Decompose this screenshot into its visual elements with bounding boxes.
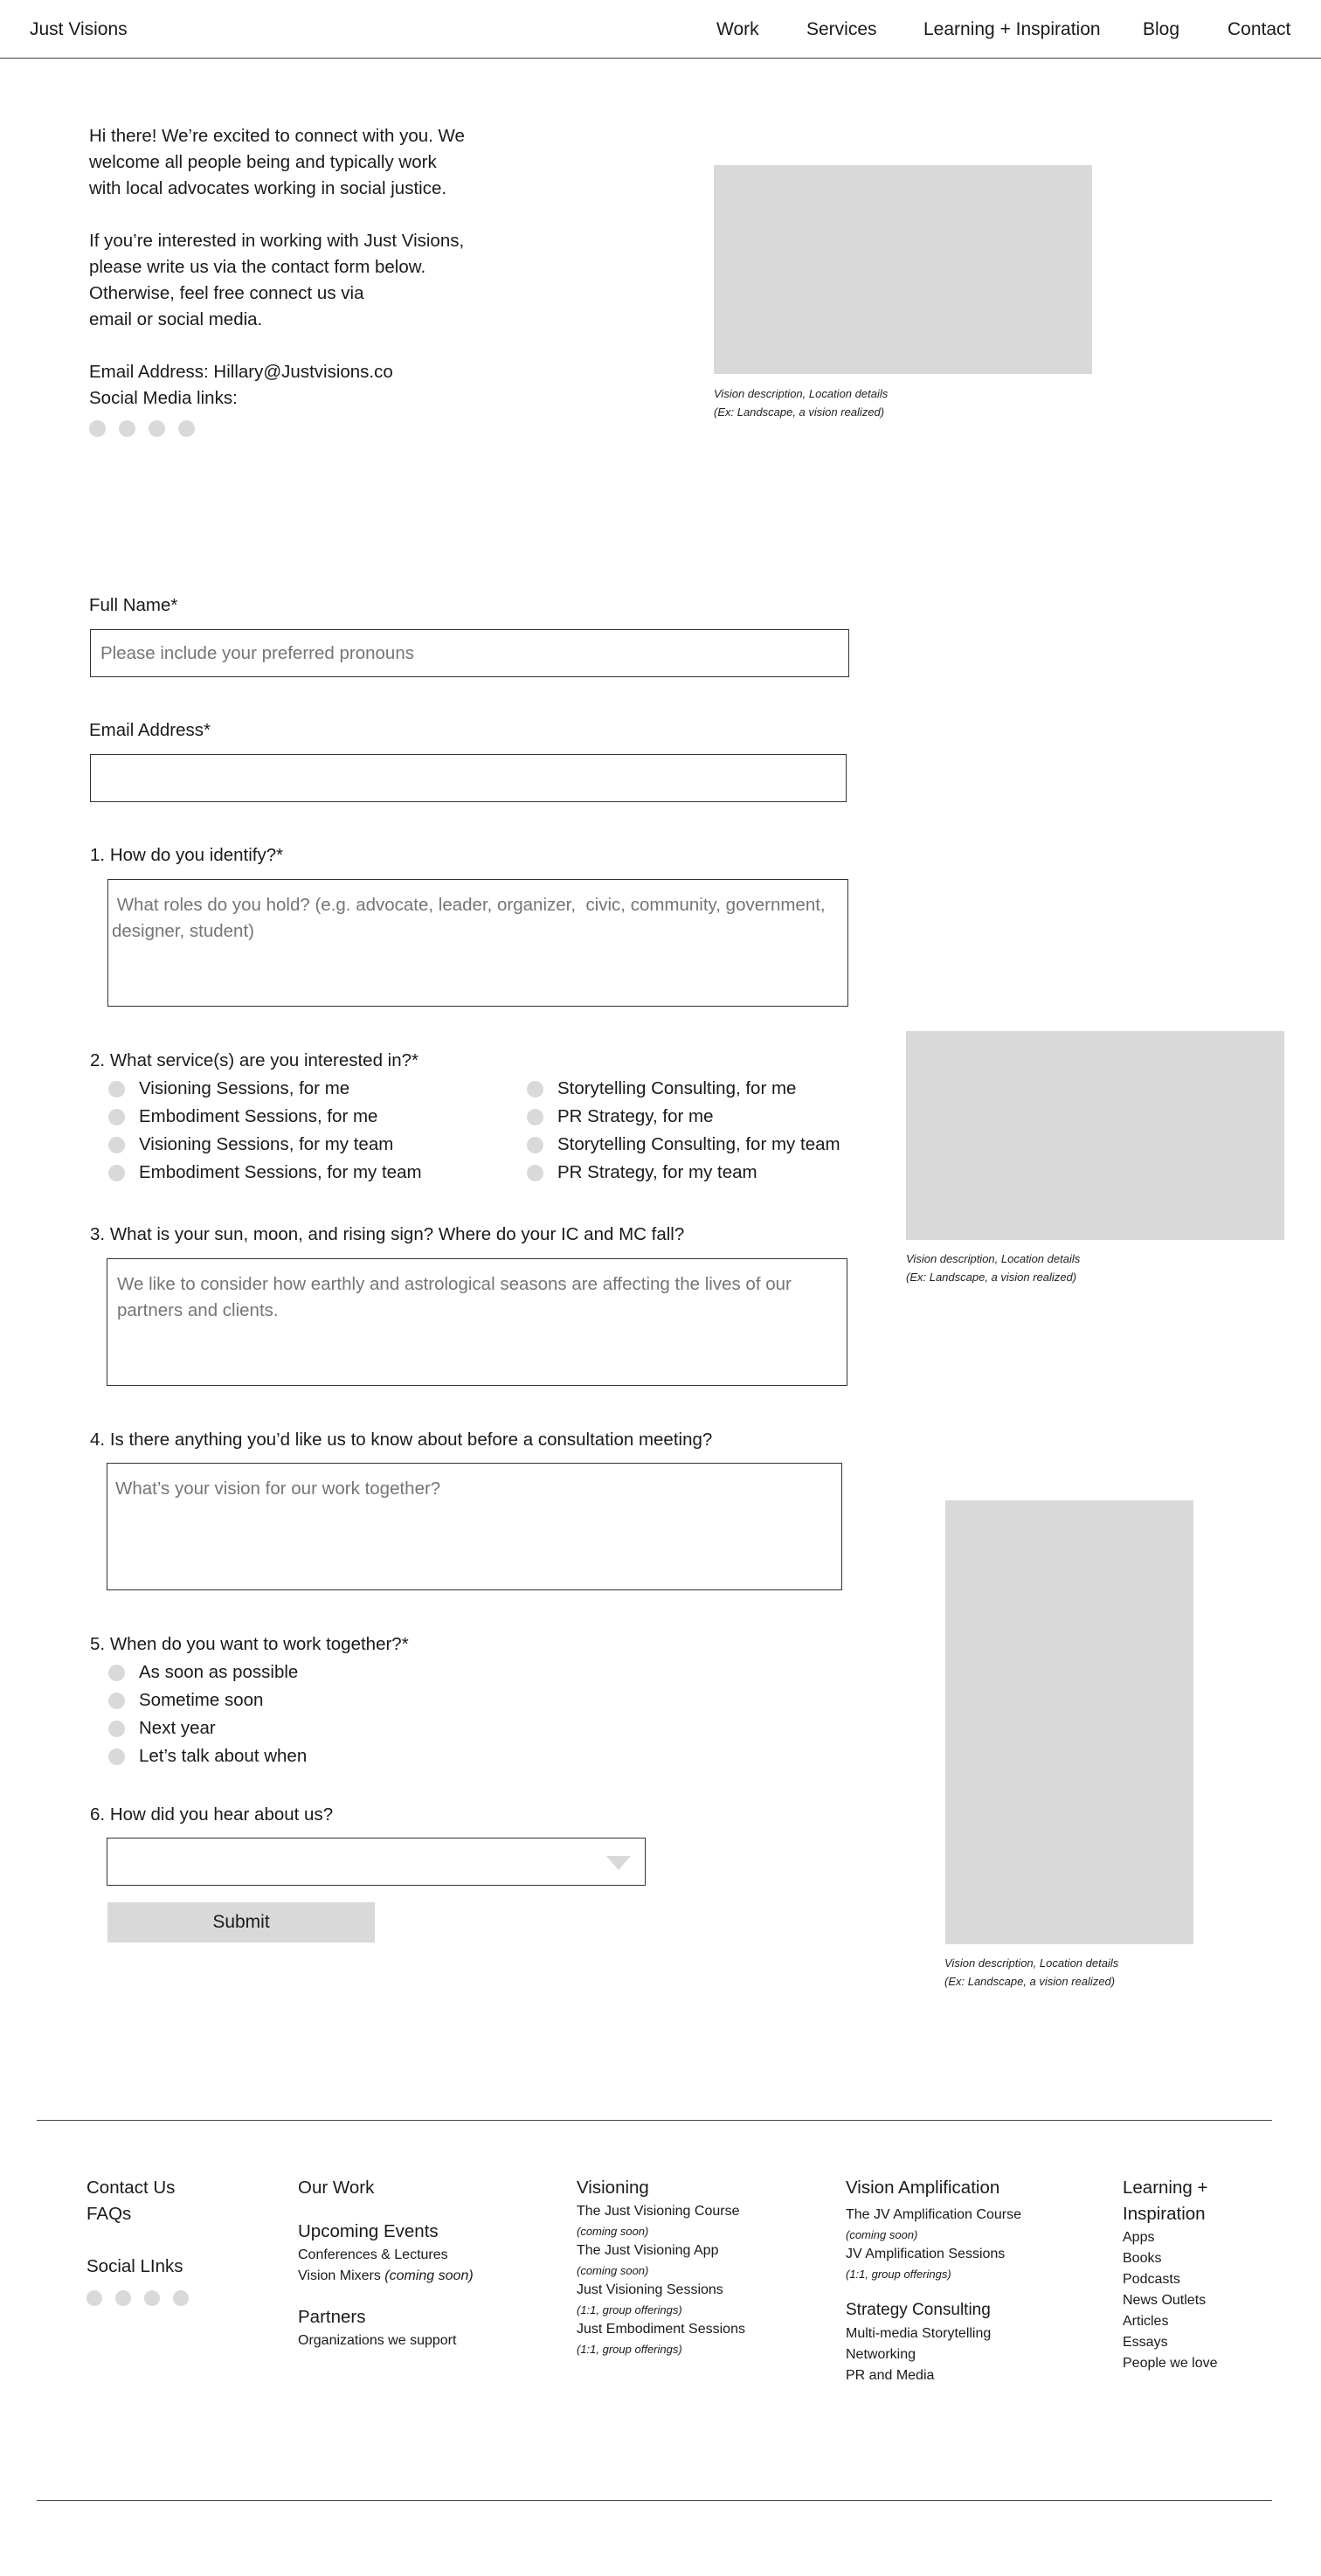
social-icon[interactable] xyxy=(144,2290,160,2306)
footer-our-work-link[interactable]: Our Work xyxy=(298,2178,375,2198)
nav-work[interactable]: Work xyxy=(716,19,759,39)
footer-link-label: Vision Mixers xyxy=(298,2268,381,2283)
footer-link[interactable]: The JV Amplification Course xyxy=(846,2207,1021,2222)
question-6 xyxy=(90,1804,333,1825)
caption-line: Vision description, Location details xyxy=(714,387,889,400)
full-name-input[interactable] xyxy=(100,641,839,667)
question-4 xyxy=(90,1430,712,1451)
dropdown-arrow-icon[interactable] xyxy=(606,1856,631,1870)
intro-line: please write us via the contact form below. xyxy=(89,257,426,277)
social-icon[interactable] xyxy=(86,2290,102,2306)
intro-line: welcome all people being and typically work xyxy=(89,152,437,172)
identity-input[interactable] xyxy=(112,892,844,994)
email-label: Email Address* xyxy=(89,720,211,740)
question-text: How did you hear about us? xyxy=(109,1804,334,1825)
footer-link[interactable]: Articles xyxy=(1123,2314,1169,2329)
radio-button[interactable] xyxy=(108,1165,125,1181)
option-label: Embodiment Sessions, for me xyxy=(139,1106,378,1126)
vision-image xyxy=(906,1031,1284,1240)
radio-button[interactable] xyxy=(108,1721,125,1737)
footer-link[interactable]: The Just Visioning App xyxy=(577,2243,719,2258)
question-number: 6. xyxy=(90,1804,106,1825)
intro-line: If you’re interested in working with Just Visions, xyxy=(89,231,465,251)
footer-note: (coming soon) xyxy=(846,2228,918,2241)
submit-button[interactable]: Submit xyxy=(107,1902,375,1942)
footer-col-visioning xyxy=(577,2175,745,2358)
social-icon[interactable] xyxy=(115,2290,131,2306)
footer-link[interactable]: Podcasts xyxy=(1123,2272,1180,2287)
email-field[interactable] xyxy=(90,754,847,802)
referral-select[interactable] xyxy=(107,1838,646,1886)
footer-note: (1:1, group offerings) xyxy=(577,2303,682,2316)
footer-link[interactable]: PR and Media xyxy=(846,2368,935,2383)
radio-button[interactable] xyxy=(108,1137,125,1153)
footer-link[interactable]: Multi-media Storytelling xyxy=(846,2326,992,2341)
footer-link[interactable]: Essays xyxy=(1123,2335,1168,2350)
astrology-textarea[interactable] xyxy=(107,1258,847,1386)
question-2 xyxy=(90,1050,418,1071)
option-label: Storytelling Consulting, for my team xyxy=(557,1134,840,1154)
option-label: Embodiment Sessions, for my team xyxy=(139,1162,422,1182)
social-icon[interactable] xyxy=(149,420,165,437)
footer-link[interactable]: Apps xyxy=(1123,2230,1155,2245)
footer-note: (1:1, group offerings) xyxy=(577,2343,682,2356)
consultation-input[interactable] xyxy=(115,1476,833,1577)
footer-link[interactable] xyxy=(298,2266,474,2287)
footer-link[interactable]: Conferences & Lectures xyxy=(298,2247,448,2262)
footer-link[interactable]: Books xyxy=(1123,2251,1162,2266)
question-number: 1. xyxy=(90,845,106,865)
question-number: 3. xyxy=(90,1224,106,1244)
image-caption xyxy=(944,1954,1118,1991)
option-label: Sometime soon xyxy=(139,1690,264,1710)
service-option[interactable] xyxy=(527,1078,796,1099)
footer-col-contact xyxy=(86,2175,189,2306)
full-name-field[interactable] xyxy=(90,629,849,677)
question-number: 2. xyxy=(90,1050,106,1070)
footer-col-learning xyxy=(1123,2175,1218,2374)
question-5 xyxy=(90,1634,409,1655)
footer-col-amplification xyxy=(846,2175,1021,2386)
footer-note: (coming soon) xyxy=(577,2264,649,2277)
brand-logo[interactable]: Just Visions xyxy=(30,19,128,39)
vision-image xyxy=(945,1500,1193,1944)
question-text: What is your sun, moon, and rising sign? Where do your IC and MC fall? xyxy=(109,1224,685,1244)
full-name-label: Full Name* xyxy=(89,595,178,615)
timing-option[interactable] xyxy=(108,1718,216,1739)
footer-note: (1:1, group offerings) xyxy=(846,2268,951,2281)
caption-line: Vision description, Location details xyxy=(944,1956,1119,1970)
footer-learning-title: Learning + xyxy=(1123,2178,1208,2198)
question-number: 4. xyxy=(90,1430,106,1450)
option-label: As soon as possible xyxy=(139,1662,299,1682)
footer-note: (coming soon) xyxy=(577,2225,649,2238)
consultation-textarea[interactable] xyxy=(107,1463,842,1590)
timing-option[interactable] xyxy=(108,1662,298,1683)
footer-link[interactable]: Just Visioning Sessions xyxy=(577,2282,723,2297)
service-option[interactable] xyxy=(527,1106,713,1127)
footer-amplification-title: Vision Amplification xyxy=(846,2178,1000,2198)
footer-link[interactable]: Organizations we support xyxy=(298,2333,457,2348)
radio-button[interactable] xyxy=(108,1665,125,1681)
option-label: Storytelling Consulting, for me xyxy=(557,1078,797,1098)
image-caption xyxy=(714,384,888,421)
footer-link[interactable]: News Outlets xyxy=(1123,2293,1207,2308)
footer-events-title: Upcoming Events xyxy=(298,2221,439,2241)
option-label: Let’s talk about when xyxy=(139,1746,308,1766)
service-option[interactable] xyxy=(108,1078,349,1099)
header-divider xyxy=(0,58,1321,59)
intro-line: with local advocates working in social justice. xyxy=(89,178,447,198)
radio-button[interactable] xyxy=(527,1137,543,1153)
radio-button[interactable] xyxy=(527,1081,543,1098)
radio-button[interactable] xyxy=(108,1081,125,1098)
contact-email: Email Address: Hillary@Justvisions.co xyxy=(89,362,393,382)
radio-button[interactable] xyxy=(108,1748,125,1765)
footer-strategy-title: Strategy Consulting xyxy=(846,2301,991,2319)
radio-button[interactable] xyxy=(108,1109,125,1125)
nav-learning-inspiration[interactable]: Learning + Inspiration xyxy=(923,19,1101,39)
intro-line: Hi there! We’re excited to connect with you. We xyxy=(89,126,465,146)
social-icon[interactable] xyxy=(119,420,135,437)
social-media-label: Social Media links: xyxy=(89,388,238,408)
nav-blog[interactable]: Blog xyxy=(1143,19,1180,39)
intro-line: email or social media. xyxy=(89,309,263,329)
option-label: Visioning Sessions, for my team xyxy=(139,1134,394,1154)
option-label: PR Strategy, for me xyxy=(557,1106,714,1126)
question-text: Is there anything you’d like us to know about before a consultation meeting? xyxy=(109,1430,713,1450)
footer-link[interactable]: People we love xyxy=(1123,2356,1218,2371)
nav-contact[interactable]: Contact xyxy=(1228,19,1291,39)
intro-line: Otherwise, feel free connect us via xyxy=(89,283,364,303)
caption-line: (Ex: Landscape, a vision realized) xyxy=(944,1975,1116,1988)
caption-line: Vision description, Location details xyxy=(906,1252,1081,1265)
social-icon[interactable] xyxy=(173,2290,189,2306)
service-option[interactable] xyxy=(527,1134,840,1155)
social-icon[interactable] xyxy=(178,420,195,437)
footer-contact-link[interactable]: Contact Us xyxy=(86,2178,176,2198)
footer-learning-title: Inspiration xyxy=(1123,2204,1206,2224)
footer-link[interactable]: Just Embodiment Sessions xyxy=(577,2322,745,2337)
footer-bottom-divider xyxy=(37,2500,1272,2501)
question-3 xyxy=(90,1224,684,1245)
footer-social-links xyxy=(86,2290,189,2306)
question-text: When do you want to work together?* xyxy=(109,1634,409,1654)
radio-button[interactable] xyxy=(527,1165,543,1181)
astrology-input[interactable] xyxy=(117,1271,837,1373)
service-option[interactable] xyxy=(108,1106,377,1127)
service-option[interactable] xyxy=(108,1162,422,1183)
footer-col-work xyxy=(298,2175,474,2351)
radio-button[interactable] xyxy=(108,1693,125,1709)
service-option[interactable] xyxy=(108,1134,393,1155)
email-input[interactable] xyxy=(100,766,836,792)
question-text: How do you identify?* xyxy=(109,845,284,865)
option-label: Next year xyxy=(139,1718,216,1738)
vision-image xyxy=(714,165,1092,374)
caption-line: (Ex: Landscape, a vision realized) xyxy=(906,1271,1077,1284)
question-text: What service(s) are you interested in?* xyxy=(109,1050,419,1070)
social-links xyxy=(89,420,195,437)
footer-divider xyxy=(37,2120,1272,2121)
question-number: 5. xyxy=(90,1634,106,1654)
option-label: PR Strategy, for my team xyxy=(557,1162,757,1182)
footer-link[interactable]: JV Amplification Sessions xyxy=(846,2247,1006,2261)
footer-faqs-link[interactable]: FAQs xyxy=(86,2204,132,2224)
nav-services[interactable]: Services xyxy=(806,19,877,39)
option-label: Visioning Sessions, for me xyxy=(139,1078,350,1098)
footer-link-note: (coming soon) xyxy=(384,2268,474,2283)
radio-button[interactable] xyxy=(527,1109,543,1125)
social-icon[interactable] xyxy=(89,420,106,437)
image-caption xyxy=(906,1250,1080,1286)
identity-textarea[interactable] xyxy=(107,879,848,1007)
intro-text xyxy=(89,123,491,412)
footer-link[interactable]: Networking xyxy=(846,2347,916,2362)
footer-visioning-title: Visioning xyxy=(577,2178,649,2198)
caption-line: (Ex: Landscape, a vision realized) xyxy=(714,405,885,419)
footer-social-label: Social LInks xyxy=(86,2256,183,2276)
timing-option[interactable] xyxy=(108,1690,263,1711)
timing-option[interactable] xyxy=(108,1746,307,1767)
question-1 xyxy=(90,845,283,866)
footer-partners-title: Partners xyxy=(298,2307,366,2327)
service-option[interactable] xyxy=(527,1162,757,1183)
footer-link[interactable]: The Just Visioning Course xyxy=(577,2204,740,2219)
